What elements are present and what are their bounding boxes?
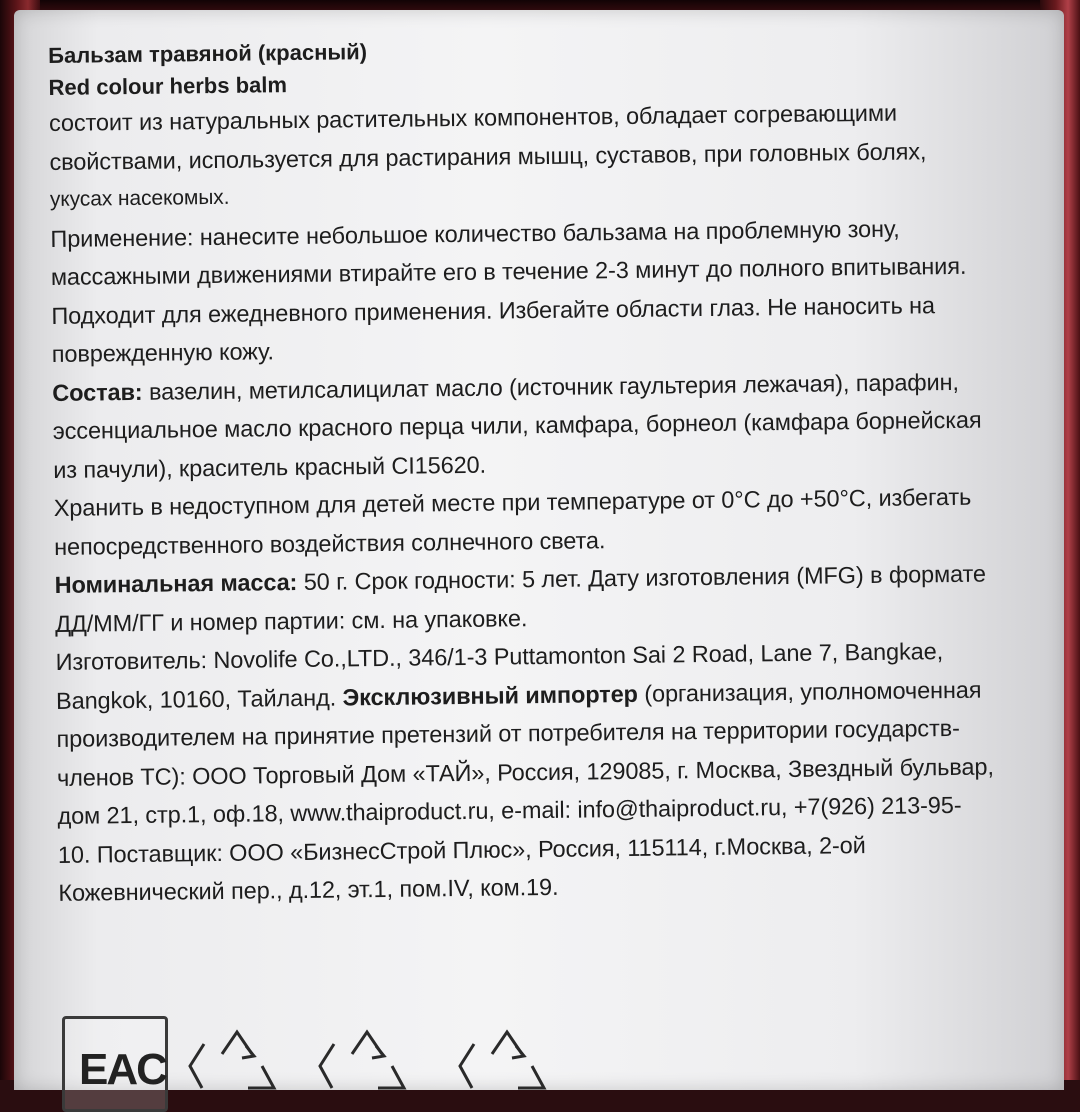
storage-line: непосредственного воздействия солнечного света. [54, 526, 606, 560]
label-text [48, 28, 1069, 913]
composition-label: Состав: [52, 378, 143, 406]
description-line: укусах насекомых. [49, 185, 230, 211]
mass-line: ДД/ММ/ГГ и номер партии: см. на упаковке. [54, 604, 528, 637]
usage-line: Применение: нанесите небольшое количество бальзама на проблемную зону, [50, 215, 900, 252]
mass-label: Номинальная масса: [54, 568, 298, 598]
certification-marks [62, 1010, 622, 1094]
composition-line: эссенциальное масло красного перца чили, камфара, борнеол (камфара борнейская [52, 406, 982, 444]
usage-line: Подходит для ежедневного применения. Избегайте области глаз. Не наносить на [51, 291, 936, 329]
storage-line: Хранить в недоступном для детей месте при температуре от 0°C до +50°C, избегать [53, 483, 972, 521]
recycle-icon [182, 1024, 292, 1104]
composition-text: вазелин, метилсалицилат масло (источник гаультерия лежачая), парафин, [142, 368, 960, 405]
supplier-line: Кожевнический пер., д.12, эт.1, пом.IV, ком.19. [58, 873, 559, 906]
title-ru: Бальзам травяной (красный) [48, 39, 368, 68]
description-line: свойствами, используется для растирания мышц, суставов, при головных болях, [49, 137, 927, 175]
importer-text: (организация, уполномоченная [637, 676, 982, 707]
mass-text: 50 г. Срок годности: 5 лет. Дату изготовления (MFG) в формате [297, 560, 987, 595]
composition-line: из пачули), краситель красный CI15620. [53, 451, 487, 483]
importer-label: Эксклюзивный импортер [342, 680, 638, 710]
recycle-icon [312, 1024, 422, 1104]
manufacturer-location: Bangkok, 10160, Тайланд. [55, 683, 343, 714]
manufacturer-line: Изготовитель: Novolife Co.,LTD., 346/1-3 Puttamonton Sai 2 Road, Lane 7, Bangkae, [55, 638, 944, 675]
eac-mark-text: EAC [79, 1045, 166, 1094]
supplier-line: 10. Поставщик: ООО «БизнесСтрой Плюс», Россия, 115114, г.Москва, 2-ой [57, 831, 866, 868]
recycle-icon [452, 1024, 562, 1104]
description-line: состоит из натуральных растительных компонентов, обладает согревающими [48, 99, 898, 136]
title-en: Red colour herbs balm [48, 72, 288, 100]
eac-mark [62, 1016, 168, 1112]
importer-line: производителем на принятие претензий от потребителя на территории государств- [56, 714, 960, 752]
importer-line: членов ТС): ООО Торговый Дом «ТАЙ», Россия, 129085, г. Москва, Звездный бульвар, [56, 752, 994, 791]
usage-line: массажными движениями втирайте его в течение 2-3 минут до полного впитывания. [50, 252, 967, 290]
importer-line: дом 21, стр.1, оф.18, www.thaiproduct.ru, e-mail: info@thaiproduct.ru, +7(926) 213-95- [57, 791, 962, 829]
product-label [14, 10, 1064, 1094]
usage-line: поврежденную кожу. [51, 338, 274, 367]
